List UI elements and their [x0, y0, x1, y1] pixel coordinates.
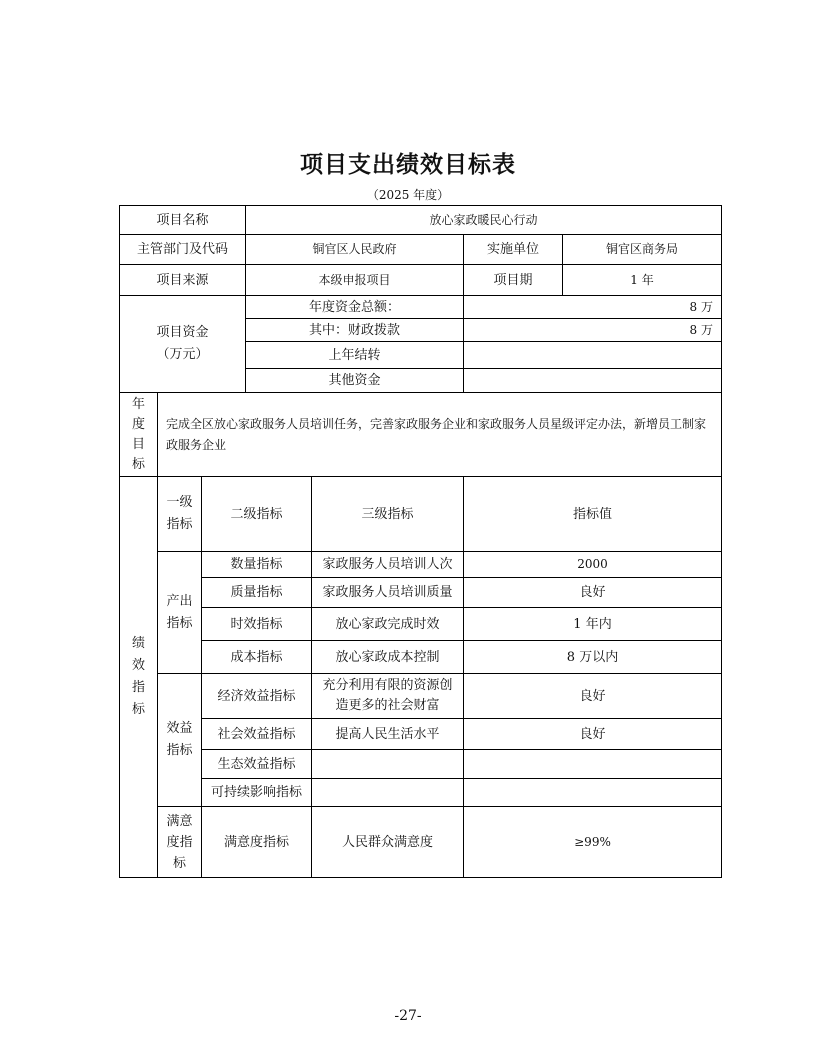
benefit-level3 — [311, 778, 464, 807]
period-value: 1 年 — [562, 264, 722, 296]
output-level2: 数量指标 — [201, 551, 312, 578]
output-value: 1 年内 — [463, 607, 722, 641]
output-value: 2000 — [463, 551, 722, 578]
dept-label: 主管部门及代码 — [119, 234, 246, 265]
impl-label: 实施单位 — [463, 234, 563, 265]
satisfaction-label — [157, 806, 202, 878]
project-name-label: 项目名称 — [119, 205, 246, 235]
output-level3: 家政服务人员培训质量 — [311, 577, 464, 608]
benefit-level3: 提高人民生活水平 — [311, 718, 464, 750]
output-level3: 放心家政成本控制 — [311, 640, 464, 674]
header-value: 指标值 — [463, 476, 722, 552]
output-level3: 放心家政完成时效 — [311, 607, 464, 641]
period-label: 项目期 — [463, 264, 563, 296]
benefit-level2: 可持续影响指标 — [201, 778, 312, 807]
dept-value: 铜官区人民政府 — [245, 234, 464, 265]
funds-label-line1: 项目资金 — [156, 325, 209, 340]
output-level2: 时效指标 — [201, 607, 312, 641]
benefit-level3 — [311, 749, 464, 779]
performance-label-char: 标 — [131, 702, 145, 717]
performance-label-char: 指 — [131, 680, 145, 695]
performance-label-char: 绩 — [131, 636, 145, 651]
performance-label-char: 效 — [131, 658, 145, 673]
benefit-level3-line2: 造更多的社会财富 — [335, 698, 440, 713]
funds-label-line2: （万元） — [156, 347, 209, 362]
header-level3: 三级指标 — [311, 476, 464, 552]
annual-goal-label-char: 目 — [131, 436, 145, 452]
benefit-value: 良好 — [463, 718, 722, 750]
satisfaction-label-line: 标 — [172, 855, 186, 871]
satisfaction-label-line: 度指 — [166, 834, 193, 850]
page-title: 项目支出绩效目标表 — [300, 152, 516, 178]
year-caption: （2025 年度） — [366, 188, 450, 202]
output-value: 8 万以内 — [463, 640, 722, 674]
header-level2: 二级指标 — [201, 476, 312, 552]
annual-goal-label-char: 标 — [131, 456, 145, 472]
benefit-level2: 经济效益指标 — [201, 673, 312, 719]
source-value: 本级申报项目 — [245, 264, 464, 296]
satisfaction-value: ≥99% — [463, 806, 722, 878]
funds-total-value: 8 万 — [463, 295, 722, 319]
annual-goal-label-char: 年 — [131, 396, 145, 412]
funds-other-value — [463, 368, 722, 393]
benefit-level3-line1: 充分利用有限的资源创 — [322, 678, 453, 693]
satisfaction-level2: 满意度指标 — [201, 806, 312, 878]
output-label-line1: 产出 — [166, 593, 193, 609]
benefit-value — [463, 778, 722, 807]
output-label-line2: 指标 — [166, 615, 193, 631]
output-level3: 家政服务人员培训人次 — [311, 551, 464, 578]
header-level1-line2: 指标 — [166, 517, 193, 532]
funds-fiscal-value: 8 万 — [463, 318, 722, 342]
impl-value: 铜官区商务局 — [562, 234, 722, 265]
benefit-label-line1: 效益 — [166, 721, 193, 736]
header-level1 — [157, 476, 202, 552]
funds-carryover-label: 上年结转 — [245, 341, 464, 369]
benefit-label-line2: 指标 — [166, 743, 193, 758]
funds-carryover-value — [463, 341, 722, 369]
satisfaction-label-line: 满意 — [166, 813, 193, 829]
funds-fiscal-label: 其中：财政拨款 — [245, 318, 464, 342]
funds-label — [119, 295, 246, 393]
project-name-value: 放心家政暖民心行动 — [245, 205, 722, 235]
benefit-level2: 生态效益指标 — [201, 749, 312, 779]
funds-total-label: 年度资金总额： — [245, 295, 464, 319]
header-level1-line1: 一级 — [166, 495, 193, 510]
annual-goal-label — [119, 392, 158, 477]
performance-label — [119, 476, 158, 878]
output-value: 良好 — [463, 577, 722, 608]
output-level2: 成本指标 — [201, 640, 312, 674]
benefit-value — [463, 749, 722, 779]
satisfaction-level3: 人民群众满意度 — [311, 806, 464, 878]
benefit-label — [157, 673, 202, 807]
annual-goal-text: 完成全区放心家政服务人员培训任务，完善家政服务企业和家政服务人员星级评定办法，新增员工制家政服务企业 — [157, 392, 722, 477]
benefit-level2: 社会效益指标 — [201, 718, 312, 750]
source-label: 项目来源 — [119, 264, 246, 296]
benefit-value: 良好 — [463, 673, 722, 719]
funds-other-label: 其他资金 — [245, 368, 464, 393]
output-label — [157, 551, 202, 674]
output-level2: 质量指标 — [201, 577, 312, 608]
page-number: -27- — [394, 1008, 422, 1024]
benefit-level3 — [311, 673, 464, 719]
annual-goal-label-char: 度 — [131, 416, 145, 432]
